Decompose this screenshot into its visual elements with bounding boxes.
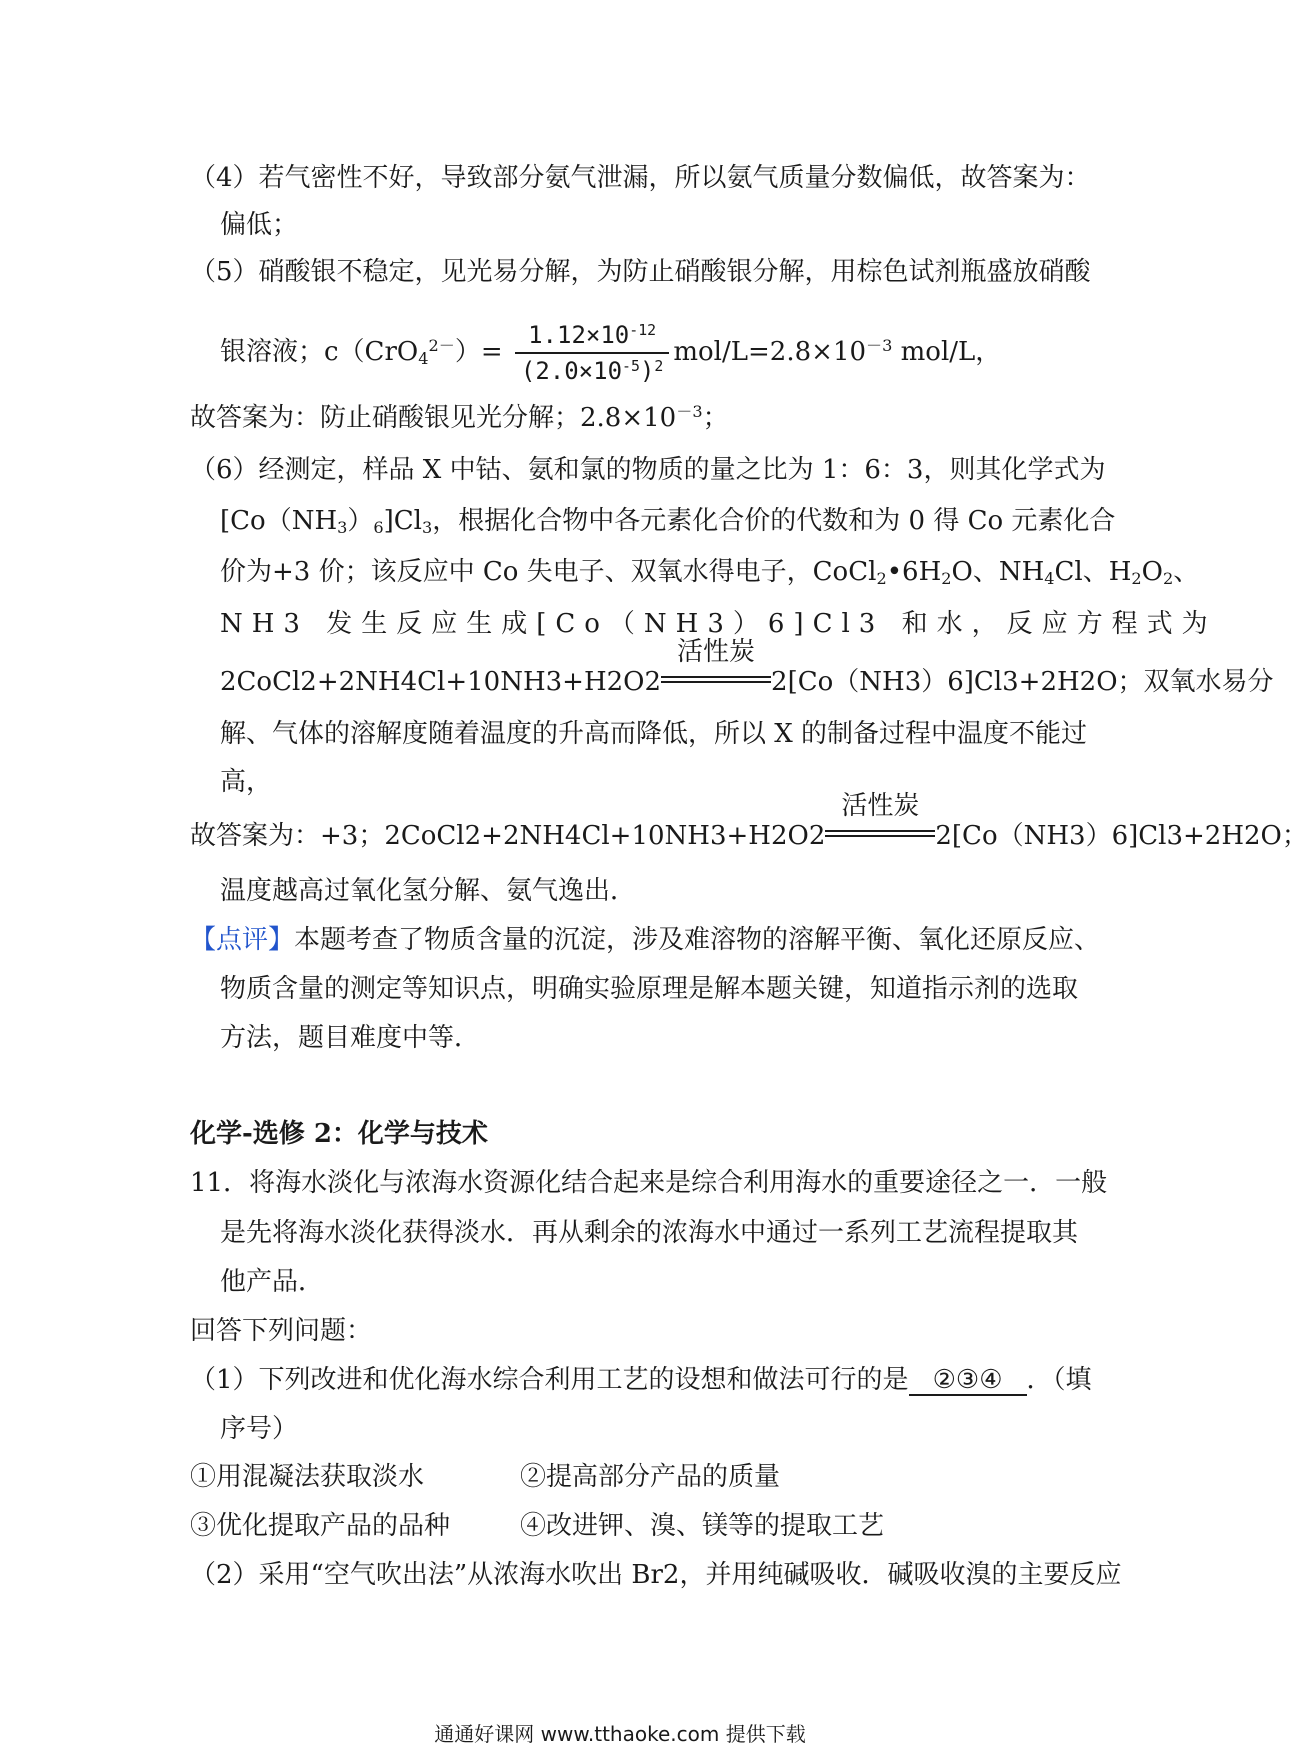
answer-blank: ②③④ — [909, 1366, 1027, 1396]
p6-line4: NH3 发生反应生成[Co（NH3）6]Cl3 和水，反应方程式为 — [220, 609, 1217, 639]
option-3: ③优化提取产品的品种 — [190, 1511, 451, 1541]
p5-line1: （5）硝酸银不稳定，见光易分解，为防止硝酸银分解，用棕色试剂瓶盛放硝酸 — [190, 257, 1091, 287]
option-4: ④改进钾、溴、镁等的提取工艺 — [520, 1511, 885, 1541]
p6-line3: 价为+3 价；该反应中 Co 失电子、双氧水得电子，$CoCl_2•6H_2O$、$NH_4Cl$、$H_2O_2$、 — [220, 557, 1200, 589]
q11-sub2: （2）采用“空气吹出法”从浓海水吹出 Br2，并用纯碱吸收．碱吸收溴的主要反应 — [190, 1560, 1122, 1590]
ksp-fraction — [515, 320, 670, 386]
reaction-equation-1: 2CoCl2+2NH4Cl+10NH3+H2O2 活性炭 2[Co（NH3）6]Cl3+2H2O；双氧水易分 — [220, 637, 1274, 697]
review-tag: 【点评】 — [190, 925, 295, 955]
p6-line7: 高， — [220, 767, 273, 797]
equation-reactants: 2CoCl2+2NH4Cl+10NH3+H2O2 — [220, 667, 662, 697]
p6-line2: $[Co(NH_3)_6]Cl_3$，根据化合物中各元素化合价的代数和为 0 得 Co 元素化合 — [220, 506, 1116, 538]
review-line2: 物质含量的测定等知识点，明确实验原理是解本题关键，知道指示剂的选取 — [220, 974, 1079, 1004]
p6-line6: 解、气体的溶解度随着温度的升高而降低，所以 X 的制备过程中温度不能过 — [220, 719, 1088, 749]
option-2: ②提高部分产品的质量 — [520, 1462, 781, 1492]
reaction-equation-2: 故答案为：+3；2CoCl2+2NH4Cl+10NH3+H2O2 活性炭 2[Co（NH3）6]Cl3+2H2O； — [190, 791, 1308, 851]
q11-prompt: 回答下列问题： — [190, 1316, 373, 1346]
p5-prefix: 银溶液；c（CrO — [220, 337, 419, 367]
p4-line1: （4）若气密性不好，导致部分氨气泄漏，所以氨气质量分数偏低，故答案为： — [190, 163, 1091, 193]
fraction-denominator: $(2.0\times 10^{-5})^2$ — [520, 356, 664, 385]
q11-line2: 是先将海水淡化获得淡水．再从剩余的浓海水中通过一系列工艺流程提取其 — [220, 1218, 1079, 1248]
p5-answer: 故答案为：防止硝酸银见光分解；$2.8\times 10^{-3}$； — [190, 402, 729, 433]
p5-formula-line: 银溶液；c（CrO$_4^{2-}$）= $\frac{1.12\times 10^{-12}}{(2.0\times 10^{-5})^2}$ mol/$L=2.8\times 10^{-3}$ mol/L， — [220, 320, 1002, 385]
p6-line1: （6）经测定，样品 X 中钴、氨和氯的物质的量之比为 1：6：3，则其化学式为 — [190, 455, 1106, 485]
review-line3: 方法，题目难度中等． — [220, 1023, 481, 1053]
review-line1: 【点评】本题考查了物质含量的沉淀，涉及难溶物的溶解平衡、氧化还原反应、 — [190, 925, 1101, 955]
catalyst-condition: 活性炭 — [661, 664, 771, 690]
option-1: ①用混凝法获取淡水 — [190, 1462, 425, 1492]
catalyst-condition: 活性炭 — [825, 818, 935, 844]
q11-sub1-cont: 序号） — [220, 1414, 299, 1444]
q11-sub1: （1）下列改进和优化海水综合利用工艺的设想和做法可行的是 ②③④ ．（填 — [190, 1365, 1092, 1395]
q11-line1: 11．将海水淡化与浓海水资源化结合起来是综合利用海水的重要途径之一．一般 — [190, 1168, 1108, 1198]
section-title: 化学-选修 2：化学与技术 — [190, 1119, 488, 1149]
p4-line2: 偏低； — [220, 210, 299, 240]
p6-line9: 温度越高过氧化氢分解、氨气逸出． — [220, 876, 637, 906]
equation-products: 2[Co（NH3）6]Cl3+2H2O — [771, 667, 1118, 697]
q11-line3: 他产品． — [220, 1267, 325, 1297]
fraction-numerator: $1.12\times 10^{-12}$ — [515, 320, 670, 354]
footer-watermark: 通通好课网 www.tthaoke.com 提供下载 — [434, 1722, 806, 1746]
